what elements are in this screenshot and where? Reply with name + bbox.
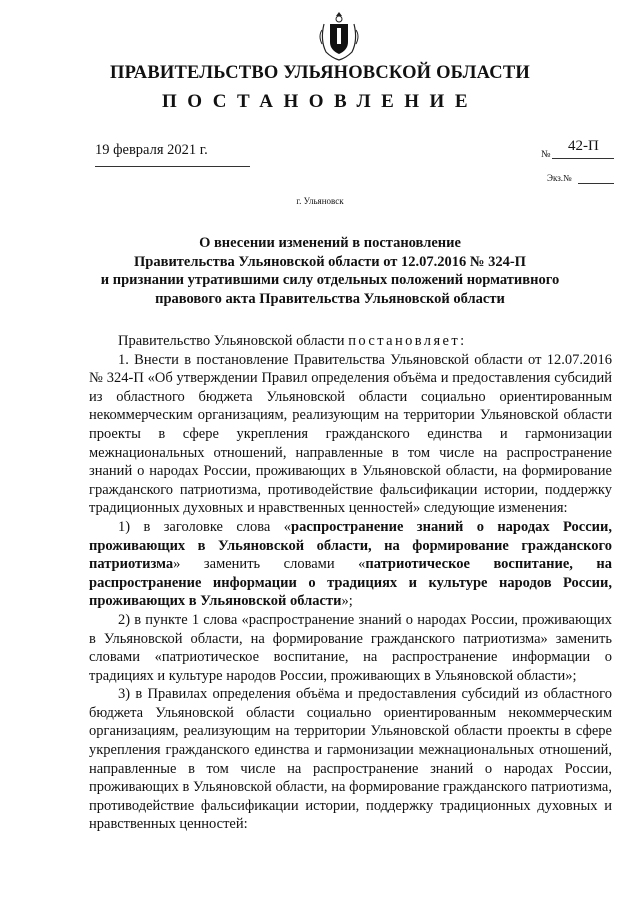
document-date: 19 февраля 2021 г. xyxy=(95,142,208,158)
subitem-1-text: 1) в заголовке слова « xyxy=(118,518,292,535)
number-underline xyxy=(552,158,614,159)
preamble-colon: : xyxy=(460,333,465,349)
paragraph-subitem-2: 2) в пункте 1 слова «распространение знаний о народах России, проживающих в Ульяновской области, на формирование гражданского патриотизма» заменить словами «патриотическое воспитание, на распространение информации о традициях и культуре народов России, проживающих в Ульяновской области»; xyxy=(89,611,612,684)
city-label: г. Ульяновск xyxy=(296,196,344,206)
subitem-1-text: » заменить словами « xyxy=(173,556,366,573)
subitem-1-bold-old: распространение знаний о народах России, проживающих в Ульяновской области, на формирование гражданского патриотизма xyxy=(89,518,613,573)
copy-number-label: Экз.№ xyxy=(547,173,572,183)
preamble-text: Правительство Ульяновской области xyxy=(118,333,349,349)
preamble-spaced-word: постановляет xyxy=(348,333,461,349)
title-line: и признании утратившими силу отдельных положений нормативного xyxy=(100,272,560,288)
document-type-heading: ПОСТАНОВЛЕНИЕ xyxy=(161,91,479,112)
document-number: 42-П xyxy=(568,138,599,154)
paragraph-preamble xyxy=(89,332,612,351)
number-label: № xyxy=(541,149,551,160)
government-heading: ПРАВИТЕЛЬСТВО УЛЬЯНОВСКОЙ ОБЛАСТИ xyxy=(110,63,530,83)
paragraph-subitem-3: 3) в Правилах определения объёма и предоставления субсидий из областного бюджета Ульяновской области социально ориентированным некоммерческим организациям, реализующим на территории Ульяновской области проекты в сфере укрепления гражданского единства и гармонизации межнациональных отношений, направленные в том числе на распространение знаний о народах России, проживающих в Ульяновской области, на формирование гражданского патриотизма, противодействие фальсификации истории, поддержку традиционных духовных и нравственных ценностей: xyxy=(89,686,612,833)
date-underline xyxy=(95,166,250,167)
title-line: Правительства Ульяновской области от 12.07.2016 № 324-П xyxy=(134,253,526,270)
subitem-1-bold-new: патриотическое воспитание, на распространение информации о традициях и культуре народов России, проживающих в Ульяновской области xyxy=(89,556,613,610)
copy-number-underline xyxy=(578,183,614,184)
document-title xyxy=(80,234,580,308)
paragraph-item-1: 1. Внести в постановление Правительства Ульяновской области от 12.07.2016 № 324-П «Об утверждении Правил определения объёма и предоставления субсидий из областного бюджета Ульяновской области социально ориентированным некоммерческим организациям, реализующим на территории Ульяновской области проекты в сфере укрепления гражданского единства и гармонизации межнациональных отношений, направленные в том числе на распространение знаний о народах России, проживающих в Ульяновской области, на формирование гражданского патриотизма, противодействие фальсификации истории, поддержку традиционных духовных и нравственных ценностей» следующие изменения: xyxy=(89,351,612,517)
title-line: правового акта Правительства Ульяновской области xyxy=(155,290,505,307)
document-body xyxy=(89,332,612,834)
subitem-1-text: »; xyxy=(341,593,353,610)
coat-of-arms-icon xyxy=(316,10,362,62)
title-line: О внесении изменений в постановление xyxy=(199,235,461,251)
paragraph-subitem-1 xyxy=(89,518,612,611)
